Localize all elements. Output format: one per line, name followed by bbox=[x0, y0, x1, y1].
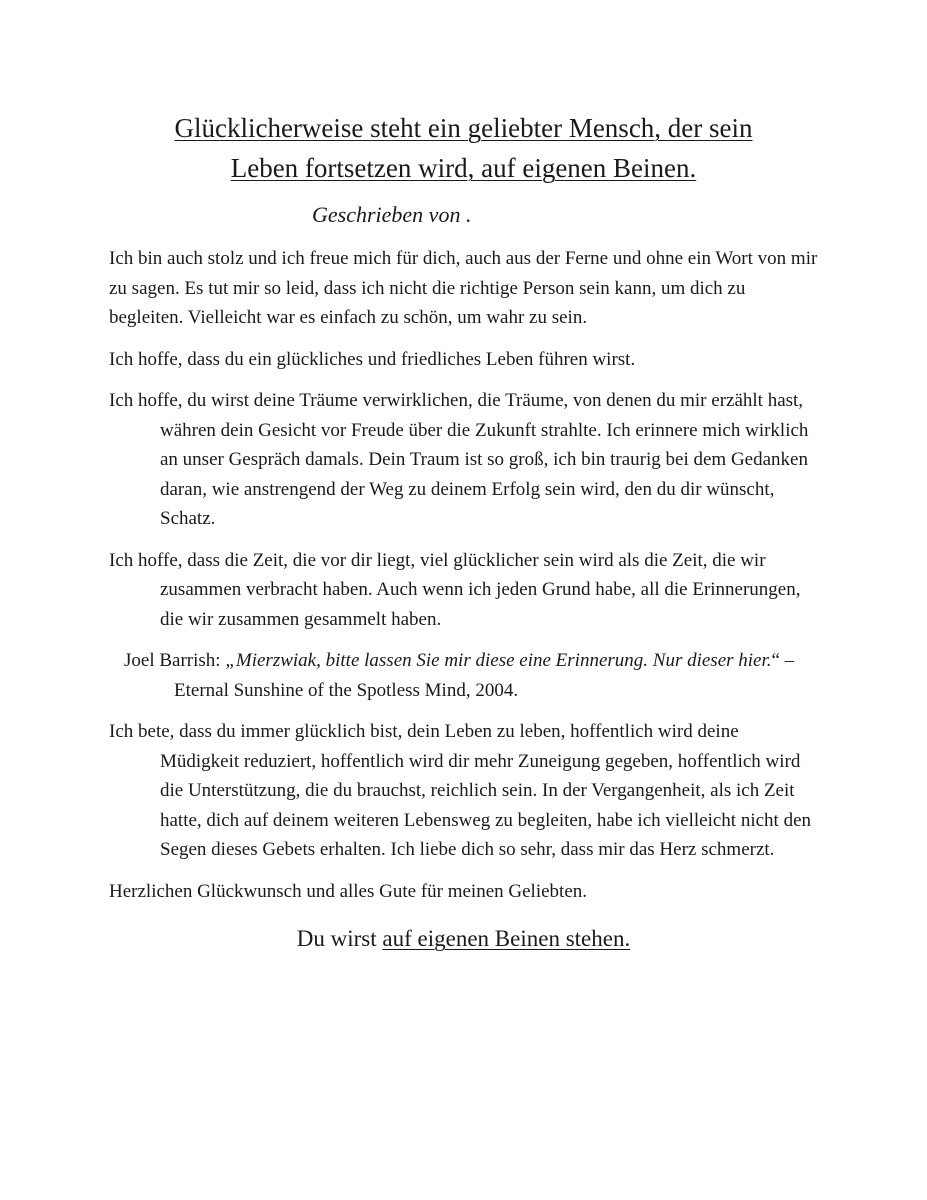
quote-speaker: Joel Barrish: bbox=[124, 650, 226, 671]
title-line-1: Glücklicherweise steht ein geliebter Mensch, der sein bbox=[174, 113, 753, 143]
closing-plain: Du wirst bbox=[296, 926, 383, 951]
congratulations-line: Herzlichen Glückwunsch und alles Gute für meinen Geliebten. bbox=[109, 880, 588, 902]
movie-quote bbox=[109, 646, 821, 705]
quote-text: „Mierzwiak, bitte lassen Sie mir diese eine Erinnerung. Nur dieser hier. bbox=[225, 650, 772, 671]
quote-source: “ – Eternal Sunshine of the Spotless Mind, 2004. bbox=[174, 650, 795, 701]
paragraph-3: Ich hoffe, du wirst deine Träume verwirklichen, die Träume, von denen du mir erzählt hast, währen dein Gesicht vor Freude über die Zukunft strahlte. Ich erinnere mich wirklich an unser Gespräch damals. Dein Traum ist so groß, ich bin traurig bei dem Gedanken daran, wie anstrengend der Weg zu deinem Erfolg sein wird, den du dir wünscht, Schatz. bbox=[109, 390, 809, 529]
closing-line bbox=[100, 922, 827, 956]
byline: Geschrieben von . bbox=[312, 202, 472, 227]
document-title bbox=[100, 108, 827, 188]
paragraph-2: Ich hoffe, dass du ein glückliches und friedliches Leben führen wirst. bbox=[109, 348, 636, 370]
document-body bbox=[109, 244, 821, 918]
closing-underlined: auf eigenen Beinen stehen. bbox=[382, 926, 631, 951]
paragraph-1: Ich bin auch stolz und ich freue mich für dich, auch aus der Ferne und ohne ein Wort von mir zu sagen. Es tut mir so leid, dass ich nicht die richtige Person sein kann, um dich zu begleiten. Vielleicht war es einfach zu schön, um wahr zu sein. bbox=[109, 248, 818, 328]
paragraph-5: Ich bete, dass du immer glücklich bist, dein Leben zu leben, hoffentlich wird deine Müdigkeit reduziert, hoffentlich wird dir mehr Zuneigung gegeben, hoffentlich wird die Unterstützung, die du brauchst, reichlich sein. In der Vergangenheit, als ich Zeit hatte, dich auf deinem weiteren Lebensweg zu begleiten, habe ich vielleicht nicht den Segen dieses Gebets erhalten. Ich liebe dich so sehr, dass mir das Herz schmerzt. bbox=[109, 721, 812, 860]
paragraph-4: Ich hoffe, dass die Zeit, die vor dir liegt, viel glücklicher sein wird als die Zeit, die wir zusammen verbracht haben. Auch wenn ich jeden Grund habe, all die Erinnerungen, die wir zusammen gesammelt haben. bbox=[109, 549, 801, 630]
title-line-2: Leben fortsetzen wird, auf eigenen Beinen. bbox=[230, 153, 697, 183]
